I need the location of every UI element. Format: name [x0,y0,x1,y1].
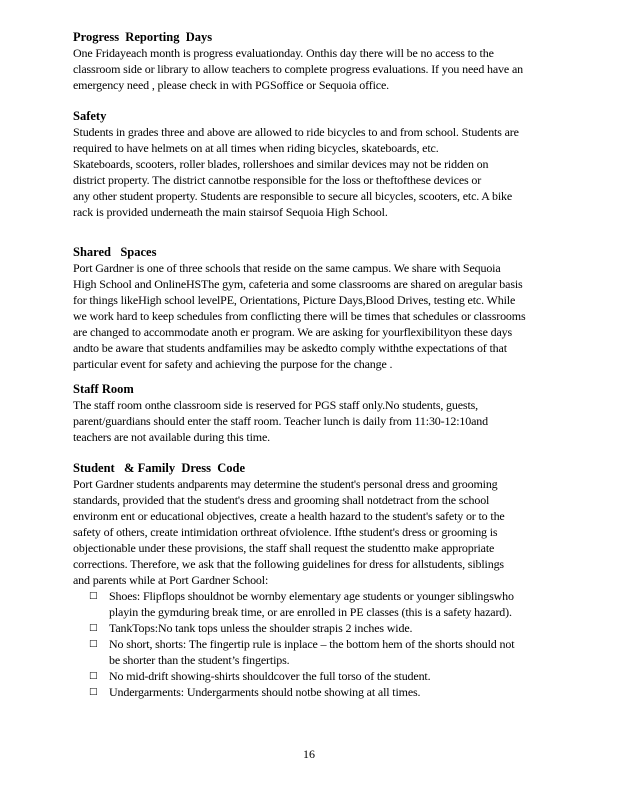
paragraph-line: The staff room onthe classroom side is reserved for PGS staff only.No students, guests, [73,398,478,412]
paragraph-line: Port Gardner students andparents may determine the student's personal dress and grooming [73,477,498,491]
bullet-icon: □ [89,591,98,601]
bullet-icon: □ [89,639,98,649]
list-item [73,684,563,700]
section-heading: Shared Spaces [73,245,157,259]
paragraph-line: particular event for safety and achieving the purpose for the change . [73,357,393,371]
bullet-icon: □ [89,671,98,681]
list-item-line: playin the gymduring break time, or are enrolled in PE classes (this is a safety hazard). [109,605,512,619]
list-item-line: No mid-drift showing-shirts shouldcover the full torso of the student. [109,669,431,683]
section-safety [73,108,563,220]
list-item-line: No short, shorts: The fingertip rule is inplace – the bottom hem of the shorts should not [109,637,515,651]
section-heading: Student & Family Dress Code [73,461,245,475]
section-staff-room [73,381,563,445]
list-item [73,588,563,620]
list-item [73,668,563,684]
paragraph-line: Students in grades three and above are allowed to ride bicycles to and from school. Students are [73,125,519,139]
paragraph-line: any other student property. Students are responsible to secure all bicycles, scooters, etc. A bike [73,189,513,203]
dress-code-list [73,588,563,700]
paragraph-line: required to have helmets on at all times when riding bicycles, skateboards, etc. [73,141,439,155]
list-item-line: be shorter than the student’s fingertips. [109,653,290,667]
paragraph-line: High School and OnlineHSThe gym, cafeteria and some classrooms are shared on aregular basis [73,277,523,291]
paragraph-line: we work hard to keep schedules from conflicting there will be times that schedules or classrooms [73,309,526,323]
bullet-icon: □ [89,623,98,633]
paragraph-line: and parents while at Port Gardner School: [73,573,269,587]
paragraph-line: safety of others, create intimidation orthreat ofviolence. Ifthe student's dress or grooming is [73,525,498,539]
section-heading: Safety [73,109,107,123]
paragraph-line: emergency need , please check in with PGSoffice or Sequoia office. [73,78,389,92]
section-shared-spaces [73,244,563,372]
section-progress-reporting-days [73,29,563,93]
list-item [73,636,563,668]
paragraph-line: One Fridayeach month is progress evaluationday. Onthis day there will be no access to the [73,46,494,60]
section-dress-code [73,460,563,700]
section-heading: Progress Reporting Days [73,30,213,44]
paragraph-line: environm ent or educational objectives, create a health hazard to the student's safety or to the [73,509,505,523]
paragraph-line: standards, provided that the student's dress and grooming shall notdetract from the school [73,493,490,507]
paragraph-line: parent/guardians should enter the staff room. Teacher lunch is daily from 11:30-12:10and [73,414,488,428]
paragraph-line: classroom side or library to allow teachers to complete progress evaluations. If you need have an [73,62,523,76]
paragraph-line: district property. The district cannotbe responsible for the loss or theftofthese devices or [73,173,482,187]
paragraph-line: Port Gardner is one of three schools that reside on the same campus. We share with Sequoia [73,261,501,275]
paragraph-line: teachers are not available during this time. [73,430,270,444]
paragraph-line: rack is provided underneath the main stairsof Sequoia High School. [73,205,388,219]
bullet-icon: □ [89,687,98,697]
list-item [73,620,563,636]
page-number: 16 [303,747,315,761]
list-item-line: TankTops:No tank tops unless the shoulder strapis 2 inches wide. [109,621,413,635]
paragraph-line: andto be aware that students andfamilies may be askedto comply withthe expectations of that [73,341,507,355]
paragraph-line: Skateboards, scooters, roller blades, rollershoes and similar devices may not be ridden on [73,157,489,171]
list-item-line: Shoes: Flipflops shouldnot be wornby elementary age students or younger siblingswho [109,589,514,603]
list-item-line: Undergarments: Undergarments should notbe showing at all times. [109,685,421,699]
section-heading: Staff Room [73,382,134,396]
paragraph-line: objectionable under these provisions, the staff shall request the studentto make appropriate [73,541,495,555]
paragraph-line: corrections. Therefore, we ask that the following guidelines for dress for allstudents, siblings [73,557,504,571]
paragraph-line: are changed to accommodate anoth er program. We are asking for yourflexibilityon these days [73,325,512,339]
paragraph-line: for things likeHigh school levelPE, Orientations, Picture Days,Blood Drives, testing etc. While [73,293,516,307]
